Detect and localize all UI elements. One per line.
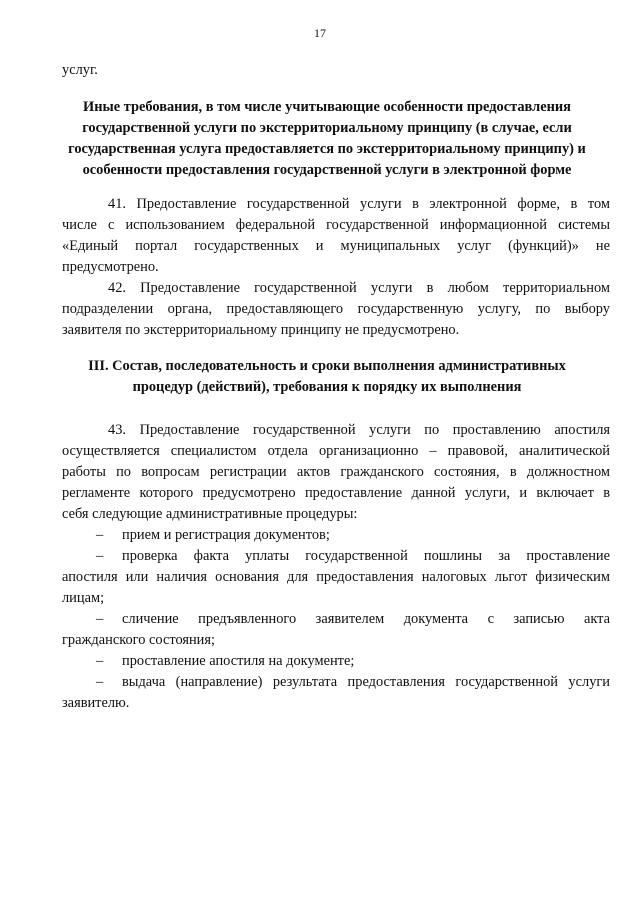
heading-line: Иные требования, в том числе учитывающие особенности предоставления	[83, 99, 571, 115]
list-dash: –	[96, 527, 104, 543]
paragraph-line: регламенте которого предусмотрено предоставление данной услуги, и включает в	[62, 485, 610, 501]
list-item-text: прием и регистрация документов;	[122, 527, 330, 543]
list-item	[96, 672, 610, 693]
paragraph-line: себя следующие административные процедуры:	[62, 506, 358, 522]
paragraph-line: «Единый портал государственных и муниципальных услуг (функций)» не	[62, 238, 610, 254]
paragraph-line: подразделении органа, предоставляющего государственную услугу, по выбору	[62, 301, 610, 317]
list-item-text: сличение предъявленного заявителем документа с записью акта	[122, 611, 610, 627]
heading-line: III. Состав, последовательность и сроки выполнения административных	[88, 358, 566, 374]
list-dash: –	[96, 548, 104, 564]
list-item-continuation: апостиля или наличия основания для предоставления налоговых льгот физическим	[62, 569, 610, 585]
page-number: 17	[314, 26, 326, 40]
heading-line: процедур (действий), требования к порядку их выполнения	[132, 379, 522, 395]
heading-line: государственная услуга предоставляется по экстерриториальному принципу) и	[68, 141, 586, 157]
list-item	[96, 609, 610, 630]
paragraph-line: работы по вопросам регистрации актов гражданского состояния, в должностном	[62, 464, 610, 480]
heading-line: государственной услуги по экстерриториальному принципу (в случае, если	[82, 120, 572, 136]
list-item-continuation: гражданского состояния;	[62, 632, 216, 648]
paragraph-line: заявителя по экстерриториальному принципу не предусмотрено.	[62, 322, 460, 338]
list-item-text: выдача (направление) результата предоставления государственной услуги	[122, 674, 610, 690]
paragraph-line: 43. Предоставление государственной услуги по проставлению апостиля	[108, 422, 610, 438]
list-item	[96, 546, 610, 567]
list-dash: –	[96, 653, 104, 669]
fragment-text: услуг.	[62, 62, 98, 78]
paragraph-line: 42. Предоставление государственной услуги в любом территориальном	[108, 280, 610, 296]
list-item-continuation: лицам;	[62, 590, 105, 606]
paragraph-line: 41. Предоставление государственной услуги в электронной форме, в том	[108, 196, 610, 212]
paragraph-line: осуществляется специалистом отдела организационно – правовой, аналитической	[62, 443, 610, 459]
paragraph-line: предусмотрено.	[62, 259, 159, 275]
heading-line: особенности предоставления государственной услуги в электронной форме	[82, 162, 572, 178]
list-item	[96, 525, 610, 546]
paragraph-line: числе с использованием федеральной государственной информационной системы	[62, 217, 610, 233]
list-item-continuation: заявителю.	[62, 695, 130, 711]
list-item-text: проверка факта уплаты государственной пошлины за проставление	[122, 548, 610, 564]
list-dash: –	[96, 674, 104, 690]
list-dash: –	[96, 611, 104, 627]
list-item	[96, 651, 610, 672]
list-item-text: проставление апостиля на документе;	[122, 653, 355, 669]
